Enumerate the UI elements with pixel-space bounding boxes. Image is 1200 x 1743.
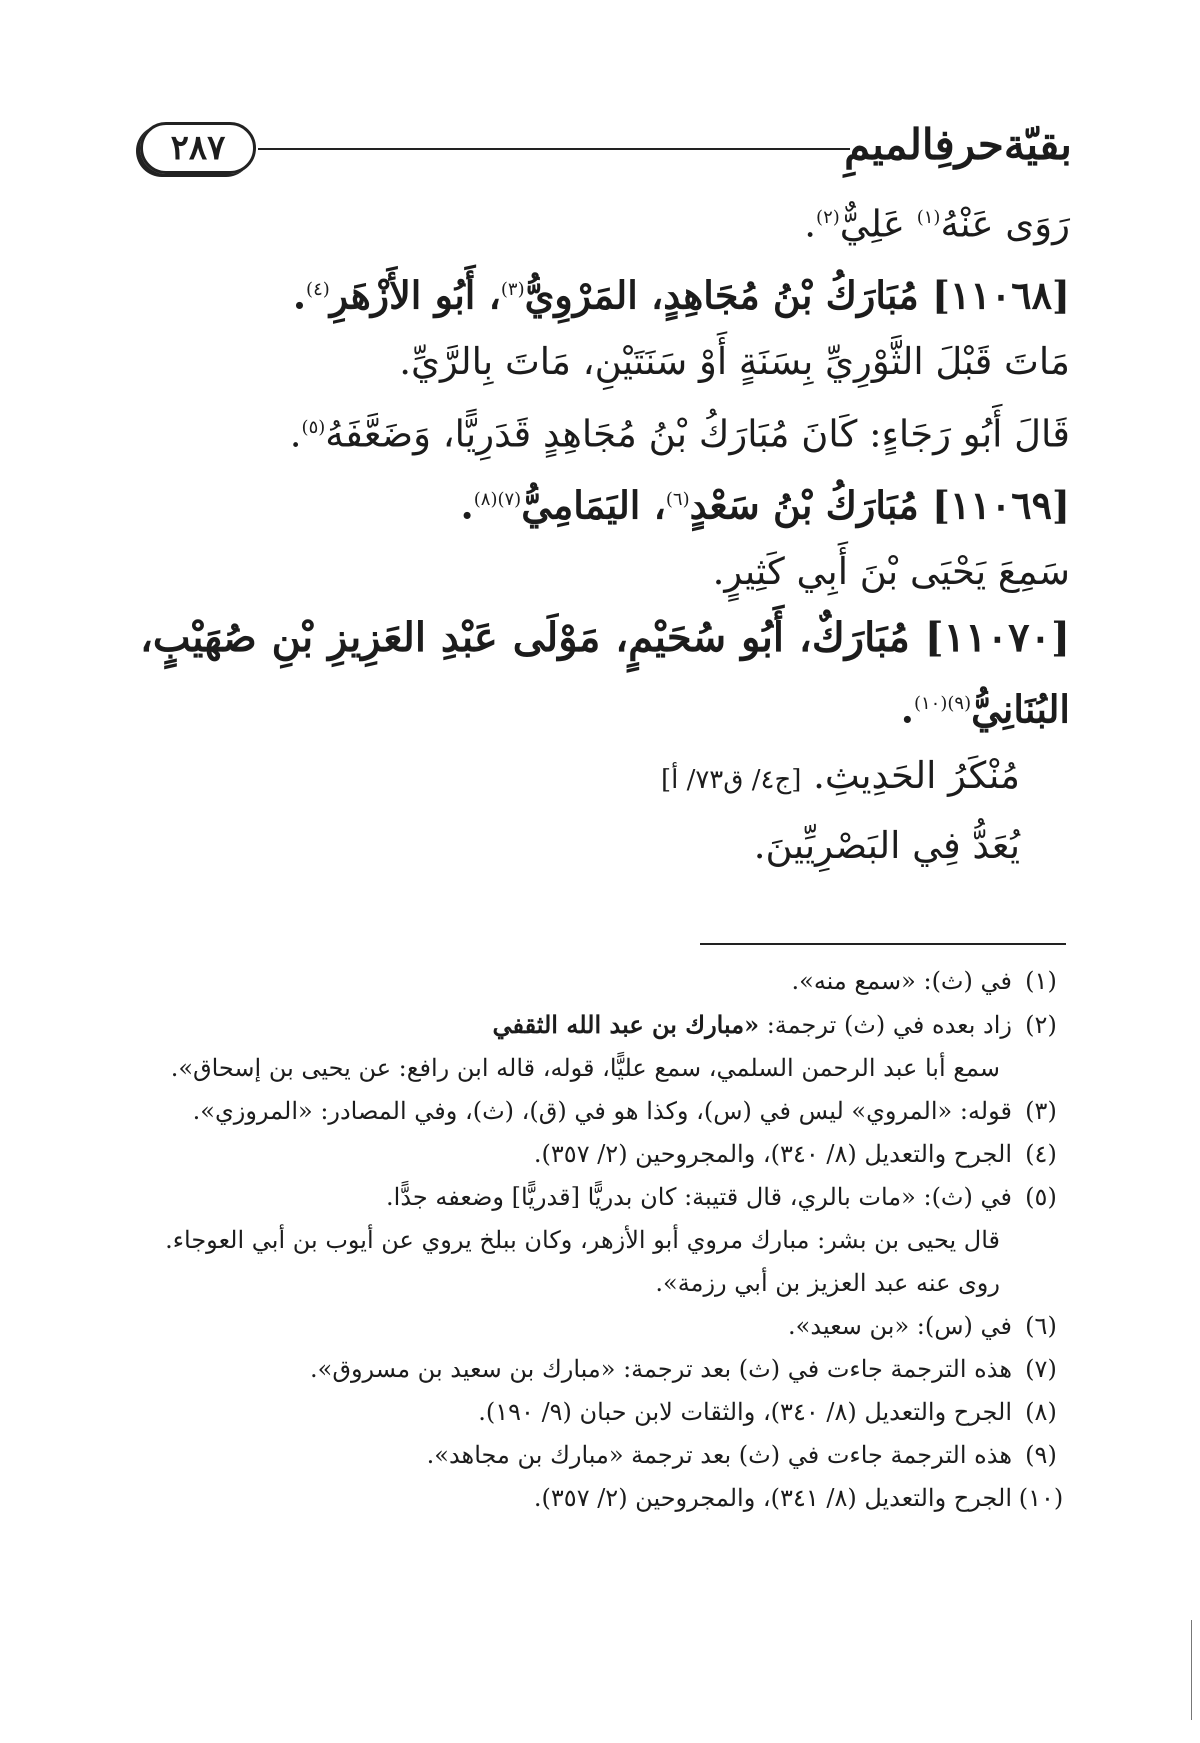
footnote-5-cont-2 bbox=[150, 1262, 1070, 1305]
line-text: . bbox=[900, 686, 914, 732]
footnote-text: روى عنه عبد العزيز بن أبي رزمة». bbox=[655, 1269, 1000, 1297]
footnote-number: (٢) bbox=[1025, 1011, 1057, 1039]
footnote-ref[interactable]: (١) bbox=[916, 207, 941, 228]
footnote-number: (٨) bbox=[1025, 1398, 1057, 1426]
line-text: . bbox=[804, 202, 817, 246]
text-line-9 bbox=[140, 743, 1070, 813]
footnote-text: في (ث): «سمع منه». bbox=[791, 967, 1012, 995]
text-line-1 bbox=[140, 185, 1070, 257]
text-line-3 bbox=[140, 329, 1070, 395]
footnote-ref[interactable]: (٥) bbox=[301, 416, 326, 438]
page-header bbox=[140, 112, 1080, 182]
line-text: مَاتَ قَبْلَ الثَّوْرِيِّ بِسَنَةٍ أَوْ سَنَتَيْنِ، مَاتَ بِالرَّيِّ. bbox=[399, 339, 1070, 383]
footnote-text: زاد بعده في (ث) ترجمة: bbox=[759, 1011, 1012, 1039]
line-text: [١١٠٦٩] مُبَارَكُ بْنُ سَعْدٍ bbox=[689, 482, 1070, 528]
chapter-title: بقيّةحرفِالميمِ bbox=[844, 120, 1072, 169]
text-line-10 bbox=[140, 813, 1070, 879]
footnote-text: في (ث): «مات بالري، قال قتيبة: كان بدريًّا [قدريًّا] وضعفه جدًّا. bbox=[386, 1183, 1012, 1211]
entry-heading-11070-cont bbox=[140, 671, 1070, 743]
footnote-1 bbox=[150, 960, 1070, 1003]
footnote-text: قوله: «المروي» ليس في (س)، وكذا هو في (ق)، (ث)، وفي المصادر: «المروزي». bbox=[192, 1097, 1012, 1125]
footnote-10 bbox=[150, 1477, 1070, 1520]
footnote-text: هذه الترجمة جاءت في (ث) بعد ترجمة: «مبارك بن سعيد بن مسروق». bbox=[310, 1355, 1012, 1383]
footnote-6 bbox=[150, 1305, 1070, 1348]
footnote-text: في (س): «بن سعيد». bbox=[788, 1312, 1012, 1340]
footnote-text: سمع أبا عبد الرحمن السلمي، سمع عليًّا، قوله، قاله ابن رافع: عن يحيى بن إسحاق». bbox=[170, 1054, 1000, 1082]
line-text: ، اليَمَامِيُّ bbox=[521, 482, 666, 528]
line-text: مُنْكَرُ الحَدِيثِ. bbox=[813, 753, 1020, 797]
footnote-number: (١) bbox=[1025, 967, 1057, 995]
footnote-2-cont bbox=[150, 1047, 1070, 1090]
footnote-5 bbox=[150, 1176, 1070, 1219]
footnote-text: قال يحيى بن بشر: مبارك مروي أبو الأزهر، وكان ببلخ يروي عن أيوب بن أبي العوجاء. bbox=[165, 1226, 1000, 1254]
footnote-number: (٤) bbox=[1025, 1140, 1057, 1168]
footnote-8 bbox=[150, 1391, 1070, 1434]
footnote-number: (٦) bbox=[1025, 1312, 1057, 1340]
text-line-6 bbox=[140, 539, 1070, 605]
footnote-2 bbox=[150, 1003, 1070, 1047]
footnote-number: (٩) bbox=[1025, 1441, 1057, 1469]
footnote-ref[interactable]: (٤) bbox=[306, 279, 330, 301]
line-text: ، أَبُو الأَزْهَرِ bbox=[329, 272, 501, 318]
footnote-text: هذه الترجمة جاءت في (ث) بعد ترجمة «مبارك بن مجاهد». bbox=[426, 1441, 1012, 1469]
line-text: . bbox=[289, 412, 302, 456]
footnote-bold-text: «مبارك بن عبد الله الثقفي bbox=[492, 1010, 760, 1039]
line-text: [١١٠٧٠] مُبَارَكٌ، أَبُو سُحَيْمٍ، مَوْلَى عَبْدِ العَزِيزِ بْنِ صُهَيْبٍ، bbox=[140, 613, 1070, 661]
page-number-badge: ٢٨٧ bbox=[140, 122, 256, 174]
footnote-3 bbox=[150, 1090, 1070, 1133]
footnote-text: الجرح والتعديل (٨/ ٣٤٠)، والثقات لابن حبان (٩/ ١٩٠). bbox=[478, 1398, 1012, 1426]
footnote-number: (١٠) bbox=[1018, 1484, 1064, 1512]
header-rule bbox=[258, 148, 850, 150]
line-text: رَوَى عَنْهُ bbox=[940, 202, 1070, 246]
footnote-ref[interactable]: (٩)(١٠) bbox=[913, 692, 972, 714]
entry-heading-11068 bbox=[140, 257, 1070, 329]
line-text: البُنَانِيُّ bbox=[971, 686, 1070, 732]
footnote-ref[interactable]: (٦) bbox=[665, 489, 690, 511]
line-text: . bbox=[460, 482, 474, 528]
footnote-ref[interactable]: (٣) bbox=[500, 279, 525, 301]
footnote-ref[interactable]: (٢) bbox=[816, 207, 840, 228]
footnote-separator bbox=[700, 943, 1066, 945]
footnote-text: الجرح والتعديل (٨/ ٣٤٠)، والمجروحين (٢/ ٣٥٧). bbox=[533, 1140, 1012, 1168]
footnotes bbox=[150, 960, 1070, 1520]
footnote-text: الجرح والتعديل (٨/ ٣٤١)، والمجروحين (٢/ ٣٥٧). bbox=[533, 1484, 1012, 1512]
text-line-4 bbox=[140, 395, 1070, 467]
main-text bbox=[140, 185, 1070, 879]
footnote-9 bbox=[150, 1434, 1070, 1477]
entry-heading-11070 bbox=[140, 605, 1070, 671]
footnote-5-cont bbox=[150, 1219, 1070, 1262]
manuscript-ref: [ج٤/ ق٧٣/ أ] bbox=[660, 764, 802, 795]
entry-heading-11069 bbox=[140, 467, 1070, 539]
footnote-number: (٧) bbox=[1025, 1355, 1057, 1383]
line-text: عَلِيٌّ bbox=[839, 202, 917, 246]
line-text: قَالَ أَبُو رَجَاءٍ: كَانَ مُبَارَكُ بْنُ مُجَاهِدٍ قَدَرِيًّا، وَضَعَّفَهُ bbox=[325, 412, 1070, 456]
line-text: [١١٠٦٨] مُبَارَكُ بْنُ مُجَاهِدٍ، المَرْوِيُّ bbox=[524, 272, 1070, 318]
footnote-ref[interactable]: (٧)(٨) bbox=[473, 489, 522, 511]
line-text: سَمِعَ يَحْيَى بْنَ أَبِي كَثِيرٍ. bbox=[712, 549, 1070, 593]
footnote-4 bbox=[150, 1133, 1070, 1176]
line-text: . bbox=[292, 272, 307, 318]
footnote-number: (٥) bbox=[1025, 1183, 1057, 1211]
footnote-7 bbox=[150, 1348, 1070, 1391]
line-text: يُعَدُّ فِي البَصْرِيِّينَ. bbox=[753, 823, 1020, 867]
page-edge-line bbox=[1191, 1620, 1192, 1720]
footnote-number: (٣) bbox=[1025, 1097, 1057, 1125]
